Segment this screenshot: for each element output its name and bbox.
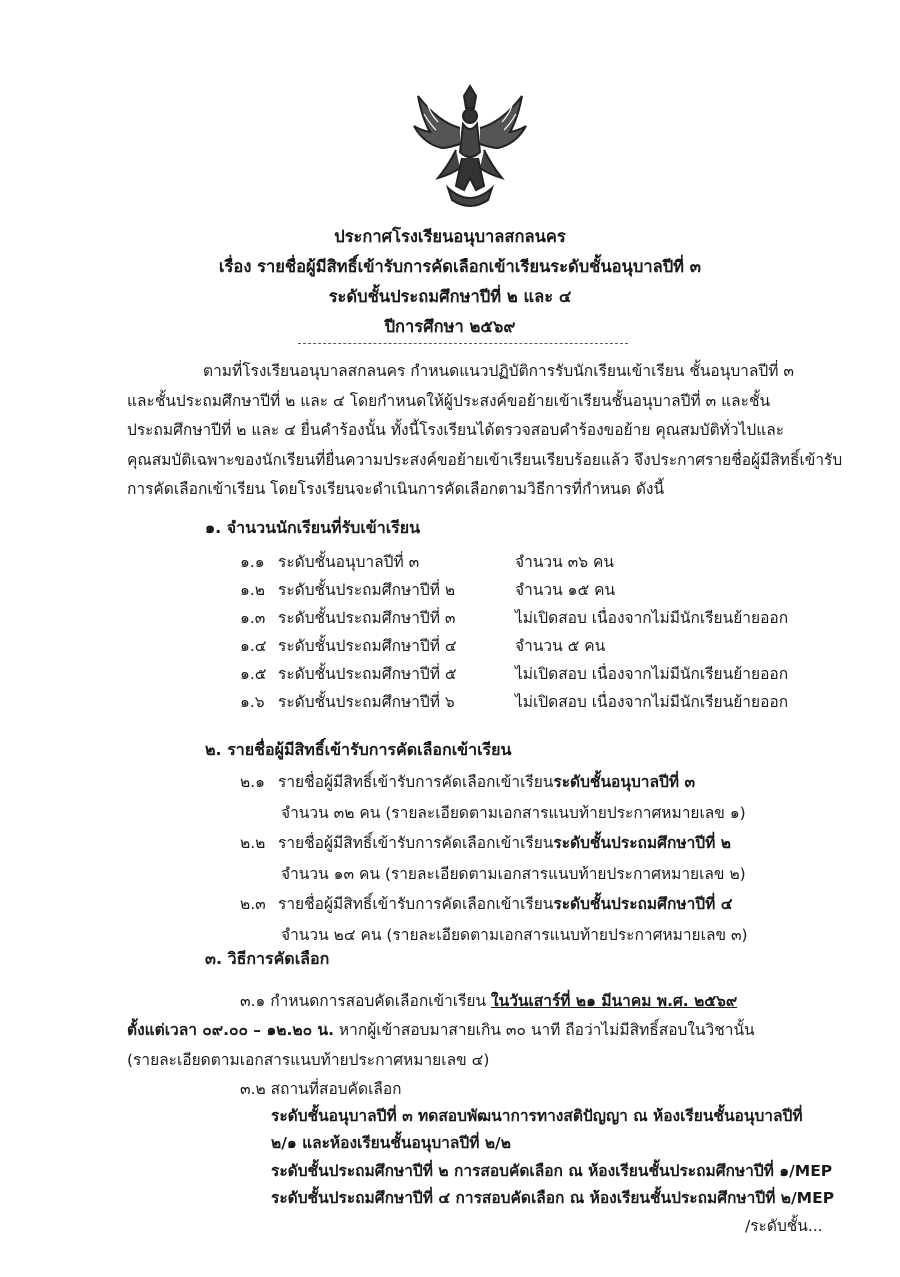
- venue-line: ระดับชั้นประถมศึกษาปีที่ ๔ การสอบคัดเลือก ณ ห้องเรียนชั้นประถมศึกษาปีที่ ๒/MEP: [271, 1189, 835, 1207]
- academic-year: ปีการศึกษา ๒๕๖๙: [384, 317, 516, 336]
- section-2-title: ๒. รายชื่อผู้มีสิทธิ์เข้ารับการคัดเลือกเข้าเรียน: [205, 740, 512, 759]
- announcement-title: ประกาศโรงเรียนอนุบาลสกลนคร: [334, 227, 566, 246]
- schedule-note: (รายละเอียดตามเอกสารแนบท้ายประกาศหมายเลข ๔): [127, 1051, 490, 1069]
- item-number: ๑.๒: [240, 581, 265, 599]
- item-label: ระดับชั้นประถมศึกษาปีที่ ๖: [278, 693, 455, 711]
- list-item: [240, 633, 457, 658]
- intro-line: ประถมศึกษาปีที่ ๒ และ ๔ ยื่นคำร้องนั้น ทั้งนี้โรงเรียนได้ตรวจสอบคำร้องขอย้าย คุณสมบัติทั่วไปและ: [127, 421, 785, 439]
- list-item: [240, 577, 455, 602]
- item-level: ระดับชั้นประถมศึกษาปีที่ ๒: [553, 834, 731, 852]
- venue-title: ๓.๒ สถานที่สอบคัดเลือก: [240, 1080, 402, 1098]
- item-text: รายชื่อผู้มีสิทธิ์เข้ารับการคัดเลือกเข้าเรียน: [278, 773, 554, 791]
- item-number: ๑.๓: [240, 609, 266, 627]
- item-value: ไม่เปิดสอบ เนื่องจากไม่มีนักเรียนย้ายออก: [515, 609, 789, 627]
- list-item: [240, 661, 457, 686]
- intro-line: การคัดเลือกเข้าเรียน โดยโรงเรียนจะดำเนินการคัดเลือกตามวิธีการที่กำหนด ดังนี้: [127, 480, 665, 498]
- item-label: ระดับชั้นประถมศึกษาปีที่ ๓: [278, 609, 456, 627]
- item-label: ระดับชั้นประถมศึกษาปีที่ ๒: [278, 581, 456, 599]
- list-item: [240, 605, 456, 630]
- list-item: [240, 689, 455, 714]
- venue-line: ระดับชั้นอนุบาลปีที่ ๓ ทดสอบพัฒนาการทางสติปัญญา ณ ห้องเรียนชั้นอนุบาลปีที่: [271, 1107, 803, 1125]
- schedule-line: [240, 988, 737, 1013]
- schedule-prefix: ๓.๑ กำหนดการสอบคัดเลือกเข้าเรียน: [240, 992, 492, 1010]
- exam-time: ตั้งแต่เวลา ๐๙.๐๐ – ๑๒.๒๐ น.: [127, 1021, 334, 1039]
- item-text: รายชื่อผู้มีสิทธิ์เข้ารับการคัดเลือกเข้าเรียน: [278, 834, 554, 852]
- item-value: จำนวน ๕ คน: [515, 637, 606, 655]
- item-detail: จำนวน ๓๒ คน (รายละเอียดตามเอกสารแนบท้ายประกาศหมายเลข ๑): [281, 804, 746, 822]
- item-label: ระดับชั้นประถมศึกษาปีที่ ๔: [278, 637, 457, 655]
- intro-line: และชั้นประถมศึกษาปีที่ ๒ และ ๔ โดยกำหนดให้ผู้ประสงค์ขอย้ายเข้าเรียนชั้นอนุบาลปีที่ ๓ และชั้น: [127, 391, 771, 410]
- item-value: จำนวน ๓๖ คน: [515, 553, 614, 571]
- intro-line: คุณสมบัติเฉพาะของนักเรียนที่ยื่นความประสงค์ขอย้ายเข้าเรียนเรียบร้อยแล้ว จึงประกาศรายชื่อผู้มีสิทธิ์เข้ารับ: [127, 450, 843, 469]
- item-detail: จำนวน ๑๓ คน (รายละเอียดตามเอกสารแนบท้ายประกาศหมายเลข ๒): [281, 865, 746, 883]
- announcement-header: [0, 222, 900, 342]
- continuation-marker: /ระดับชั้น...: [745, 1217, 823, 1235]
- item-detail: จำนวน ๒๔ คน (รายละเอียดตามเอกสารแนบท้ายประกาศหมายเลข ๓): [281, 926, 748, 944]
- item-number: ๑.๕: [240, 665, 267, 683]
- item-label: ระดับชั้นอนุบาลปีที่ ๓: [278, 553, 420, 571]
- item-level: ระดับชั้นอนุบาลปีที่ ๓: [553, 773, 696, 791]
- venue-line: ระดับชั้นประถมศึกษาปีที่ ๒ การสอบคัดเลือก ณ ห้องเรียนชั้นประถมศึกษาปีที่ ๑/MEP: [271, 1162, 833, 1180]
- item-text: รายชื่อผู้มีสิทธิ์เข้ารับการคัดเลือกเข้าเรียน: [278, 895, 554, 913]
- announcement-subject-levels: ระดับชั้นประถมศึกษาปีที่ ๒ และ ๔: [328, 287, 572, 306]
- section-1-title: ๑. จำนวนนักเรียนที่รับเข้าเรียน: [205, 518, 421, 537]
- list-item: [240, 769, 695, 794]
- item-value: จำนวน ๑๕ คน: [515, 581, 616, 599]
- intro-paragraph: [127, 357, 843, 505]
- item-label: ระดับชั้นประถมศึกษาปีที่ ๕: [278, 665, 457, 683]
- late-rule: หากผู้เข้าสอบมาสายเกิน ๓๐ นาที ถือว่าไม่มีสิทธิ์สอบในวิชานั้น: [333, 1021, 755, 1039]
- item-level: ระดับชั้นประถมศึกษาปีที่ ๔: [553, 895, 733, 913]
- item-value: ไม่เปิดสอบ เนื่องจากไม่มีนักเรียนย้ายออก: [515, 693, 789, 711]
- schedule-time-line: [127, 1017, 755, 1042]
- item-number: ๑.๖: [240, 693, 265, 711]
- item-number: ๑.๑: [240, 553, 265, 571]
- announcement-subject: เรื่อง รายชื่อผู้มีสิทธิ์เข้ารับการคัดเลือกเข้าเรียนระดับชั้นอนุบาลปีที่ ๓: [218, 257, 702, 276]
- item-number: ๒.๑: [240, 773, 265, 791]
- item-number: ๒.๓: [240, 895, 266, 913]
- item-value: ไม่เปิดสอบ เนื่องจากไม่มีนักเรียนย้ายออก: [515, 665, 789, 683]
- venue-line: ๒/๑ และห้องเรียนชั้นอนุบาลปีที่ ๒/๒: [271, 1134, 511, 1152]
- garuda-emblem-icon: [408, 82, 532, 212]
- intro-line: ตามที่โรงเรียนอนุบาลสกลนคร กำหนดแนวปฏิบัติการรับนักเรียนเข้าเรียน ชั้นอนุบาลปีที่ ๓: [203, 362, 794, 380]
- list-item: [240, 549, 419, 574]
- item-number: ๑.๔: [240, 637, 267, 655]
- list-item: [240, 891, 732, 916]
- list-item: [240, 830, 731, 855]
- header-divider: [298, 343, 628, 344]
- item-number: ๒.๒: [240, 834, 266, 852]
- exam-date: ในวันเสาร์ที่ ๒๑ มีนาคม พ.ศ. ๒๕๖๙: [491, 992, 738, 1010]
- section-3-title: ๓. วิธีการคัดเลือก: [205, 949, 330, 968]
